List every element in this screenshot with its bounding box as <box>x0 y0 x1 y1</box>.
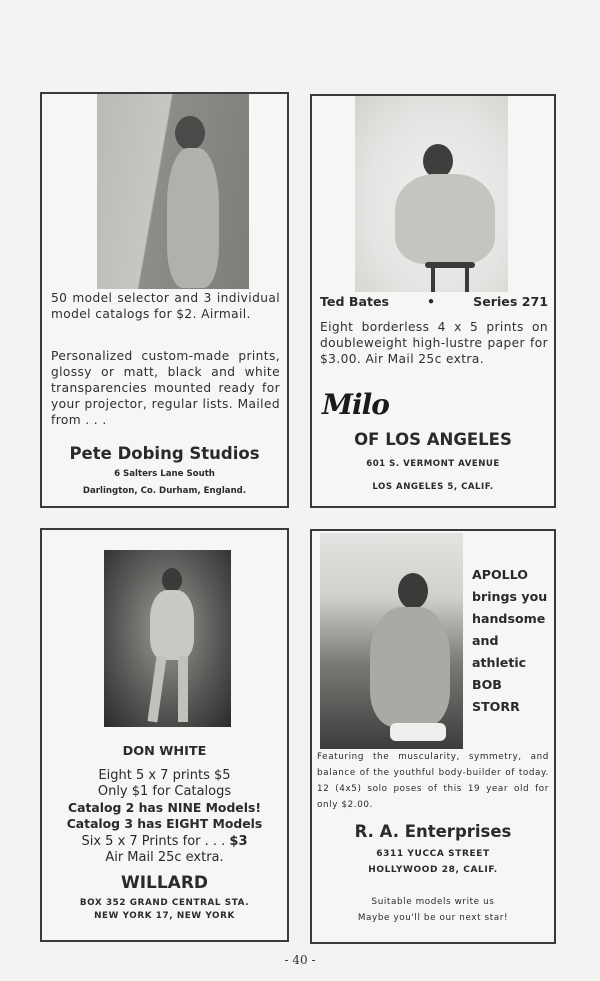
company-name: R. A. Enterprises <box>354 822 512 841</box>
offer-line: Air Mail 25c extra. <box>105 850 224 865</box>
page-number: - 40 - <box>284 953 316 967</box>
address-line-1: 6 Salters Lane South <box>114 469 215 479</box>
studio-name: Pete Dobing Studios <box>69 444 260 463</box>
address-line-2: Darlington, Co. Durham, England. <box>82 486 247 496</box>
offer-line <box>42 834 287 849</box>
catalog-line: Catalog 3 has EIGHT Models <box>66 816 263 831</box>
series-number: Series 271 <box>473 294 548 309</box>
apollo-tagline-line: APOLLO <box>472 567 528 582</box>
model-name: Ted Bates <box>320 294 390 309</box>
model-photo <box>104 550 231 727</box>
prints-offer-text: Personalized custom-made prints, glossy or matt, black and white transparencies mounted ready for your projector, regular lists. Mailed from . . . <box>51 349 280 427</box>
apollo-tagline-line: brings you <box>472 589 548 604</box>
studio-name: WILLARD <box>120 873 209 893</box>
brand-subtitle: OF LOS ANGELES <box>354 430 512 449</box>
address-line-2: LOS ANGELES 5, CALIF. <box>372 482 494 492</box>
model-name: DON WHITE <box>122 744 207 759</box>
recruit-note: Maybe you'll be our next star! <box>357 913 509 923</box>
offer-line: Only $1 for Catalogs <box>97 784 232 799</box>
milo-script-logo: Milo <box>322 388 389 421</box>
apollo-tagline-line: athletic <box>472 655 527 670</box>
model-photo <box>320 533 463 749</box>
apollo-tagline-line: and <box>472 633 499 648</box>
address-line-2: HOLLYWOOD 28, CALIF. <box>368 865 498 875</box>
address-line-1: 6311 YUCCA STREET <box>376 849 490 859</box>
offer-text: Six 5 x 7 Prints for . . . <box>81 834 230 849</box>
apollo-tagline-line: BOB <box>472 677 502 692</box>
address-line-2: NEW YORK 17, NEW YORK <box>94 911 235 921</box>
ad-milo-of-los-angeles <box>310 94 556 508</box>
apollo-tagline-line: STORR <box>472 699 520 714</box>
ad-ra-enterprises <box>310 529 556 944</box>
catalog-offer-text: 50 model selector and 3 individual model catalogs for $2. Airmail. <box>51 291 280 321</box>
ad-willard-don-white <box>40 528 289 942</box>
feature-description: Featuring the muscularity, symmetry, and balance of the youthful body-builder of today. 12 (4x5) solo poses of this 19 year old for only $2.00. <box>317 752 549 810</box>
recruit-note: Suitable models write us <box>371 897 495 907</box>
offer-price: $3 <box>229 834 248 849</box>
bullet-separator: • <box>427 294 436 309</box>
series-heading <box>320 294 548 309</box>
offer-line: Eight 5 x 7 prints $5 <box>98 768 231 783</box>
model-photo <box>355 96 508 292</box>
apollo-tagline-line: handsome <box>472 611 546 626</box>
prints-offer-text: Eight borderless 4 x 5 prints on doubleweight high-lustre paper for $3.00. Air Mail 25c extra. <box>320 320 548 366</box>
address-line-1: 601 S. VERMONT AVENUE <box>366 459 500 469</box>
model-photo <box>97 94 249 289</box>
address-line-1: BOX 352 GRAND CENTRAL STA. <box>79 898 250 908</box>
ad-pete-dobing-studios <box>40 92 289 508</box>
catalog-line: Catalog 2 has NINE Models! <box>67 800 261 815</box>
